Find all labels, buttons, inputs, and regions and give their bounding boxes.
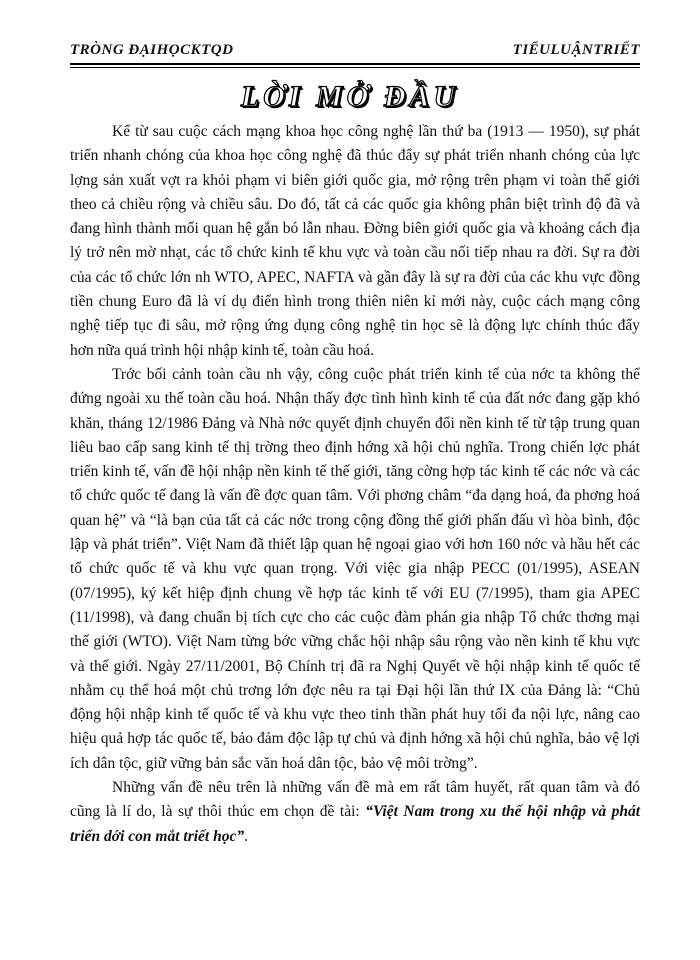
- header-rule-thin: [70, 67, 640, 68]
- header-document-type: TIỂULUẬNTRIẾT: [512, 42, 640, 58]
- paragraph-1: Kể từ sau cuộc cách mạng khoa học công nghệ lần thứ ba (1913 — 1950), sự phát triển nhanh chóng của khoa học công nghệ đã thúc đẩy sự phát triển nhanh chóng của lực lợng sản xuất vợt ra khỏi phạm vi biên giới quốc gia, mở rộng trên phạm vi toàn thế giới theo cả chiều rộng và chiều sâu. Do đó, tất cả các quốc gia không phân biệt trình độ đã và đang hình thành mối quan hệ gắn bó lẫn nhau. Đờng biên giới quốc gia và khoảng cách địa lý trở nên mờ nhạt, các tổ chức kinh tế khu vực và toàn cầu nối tiếp nhau ra đời. Sự ra đời của các tổ chức lớn nh WTO, APEC, NAFTA và gần đây là sự ra đời của các khu vực đồng tiền chung Euro đã là ví dụ điển hình trong thiên niên kỉ mới này, cuộc cách mạng công nghệ tiếp tục đi sâu, mở rộng ứng dụng công nghệ tin học sẽ là động lực chính thúc đẩy hơn nữa quá trình hội nhập kinh tế, toàn cầu hoá.: [70, 123, 640, 359]
- header-rule-thick: [70, 63, 640, 65]
- page-title: LỜI MỞ ĐẦU: [240, 80, 460, 113]
- closing-text: Những vấn đề nêu trên là những vấn đề mà em rất tâm huyết, rất quan tâm và đó cũng là lí do, là sự thôi thúc em chọn đề tài:: [70, 779, 640, 821]
- paragraph-3: [70, 776, 640, 849]
- header-university: TRÒNG ĐẠIHỌCKTQD: [70, 42, 234, 58]
- closing-period: .: [244, 827, 248, 845]
- thesis-topic: “Việt Nam trong xu thế hội nhập và phát triển dới con mắt triết học”: [70, 803, 640, 845]
- page-header: [70, 38, 640, 64]
- document-body: [70, 120, 640, 849]
- paragraph-2: Trớc bối cảnh toàn cầu nh vậy, công cuộc phát triển kinh tế của nớc ta không thể đứng ngoài xu thế toàn cầu hoá. Nhận thấy đợc tình hình kinh tế của đất nớc đang gặp khó khăn, tháng 12/1986 Đảng và Nhà nớc quyết định chuyển đổi nền kinh tế từ tập trung quan liêu bao cấp sang kinh tế thị trờng theo định hớng xã hội chủ nghĩa. Trong chiến lợc phát triển kinh tế, vấn đề hội nhập nền kinh tế thế giới, tăng cờng hợp tác kinh tế các nớc và các tổ chức quốc tế đang là vấn đề đợc quan tâm. Với phơng châm “đa dạng hoá, đa phơng hoá quan hệ” và “là bạn của tất cả các nớc trong cộng đồng thế giới phấn đấu vì hòa bình, độc lập và phát triển”. Việt Nam đã thiết lập quan hệ ngoại giao với hơn 160 nớc và hầu hết các tổ chức quốc tế và khu vực quan trọng. Với việc gia nhập PECC (01/1995), ASEAN (07/1995), ký kết hiệp định chung về hợp tác kinh tế với EU (7/1995), tham gia APEC (11/1998), và đang chuẩn bị tích cực cho các cuộc đàm phán gia nhập Tổ chức thơng mại thế giới (WTO). Việt Nam từng bớc vững chắc hội nhập sâu rộng vào nền kinh tế khu vực và thế giới. Ngày 27/11/2001, Bộ Chính trị đã ra Nghị Quyết về hội nhập kinh tế quốc tế nhằm cụ thể hoá một chủ trơng lớn đợc nêu ra tại Đại hội lần thứ IX của Đảng là: “Chủ động hội nhập kinh tế quốc tế và khu vực theo tinh thần phát huy tối đa nội lực, nâng cao hiệu quả hợp tác quốc tế, bảo đảm độc lập tự chủ và định hớng xã hội chủ nghĩa, bảo vệ lợi ích dân tộc, giữ vững bản sắc văn hoá dân tộc, bảo vệ môi trờng”.: [70, 365, 640, 772]
